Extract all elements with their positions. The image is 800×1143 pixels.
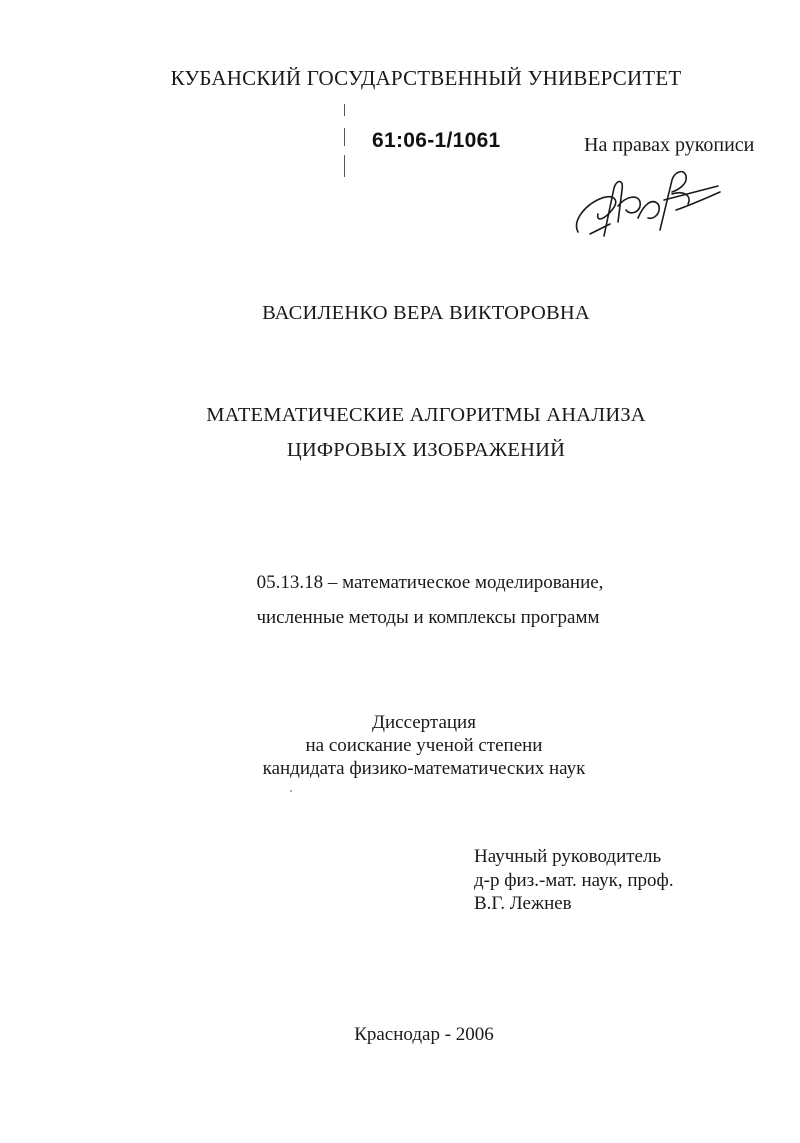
signature-image (568, 160, 728, 242)
city-year: Краснодар - 2006 (354, 1024, 494, 1045)
university-name: КУБАНСКИЙ ГОСУДАРСТВЕННЫЙ УНИВЕРСИТЕТ (170, 66, 682, 90)
dissertation-title-line-1: МАТЕМАТИЧЕСКИЕ АЛГОРИТМЫ АНАЛИЗА (206, 404, 646, 426)
degree-purpose: на соискание ученой степени (305, 735, 543, 756)
dissertation-title-line-2: ЦИФРОВЫХ ИЗОБРАЖЕНИЙ (286, 439, 566, 461)
scan-mark (344, 104, 345, 116)
supervisor-degree: д-р физ.-мат. наук, проф. (474, 869, 674, 891)
catalog-number: 61:06-1/1061 (372, 129, 501, 152)
rights-note: На правах рукописи (584, 134, 755, 156)
specialty-line-1: 05.13.18 – математическое моделирование, (256, 572, 604, 593)
supervisor-name: В.Г. Лежнев (474, 893, 572, 914)
specialty-line-2: численные методы и комплексы программ (256, 607, 600, 628)
scan-mark (344, 155, 345, 177)
scan-speck (290, 790, 292, 792)
scan-mark (344, 128, 345, 146)
degree-name: кандидата физико-математических наук (262, 758, 586, 779)
supervisor-label: Научный руководитель (474, 846, 662, 867)
supervisor-block (474, 845, 674, 916)
author-name: ВАСИЛЕНКО ВЕРА ВИКТОРОВНА (262, 302, 590, 324)
dissertation-type: Диссертация (372, 712, 476, 733)
